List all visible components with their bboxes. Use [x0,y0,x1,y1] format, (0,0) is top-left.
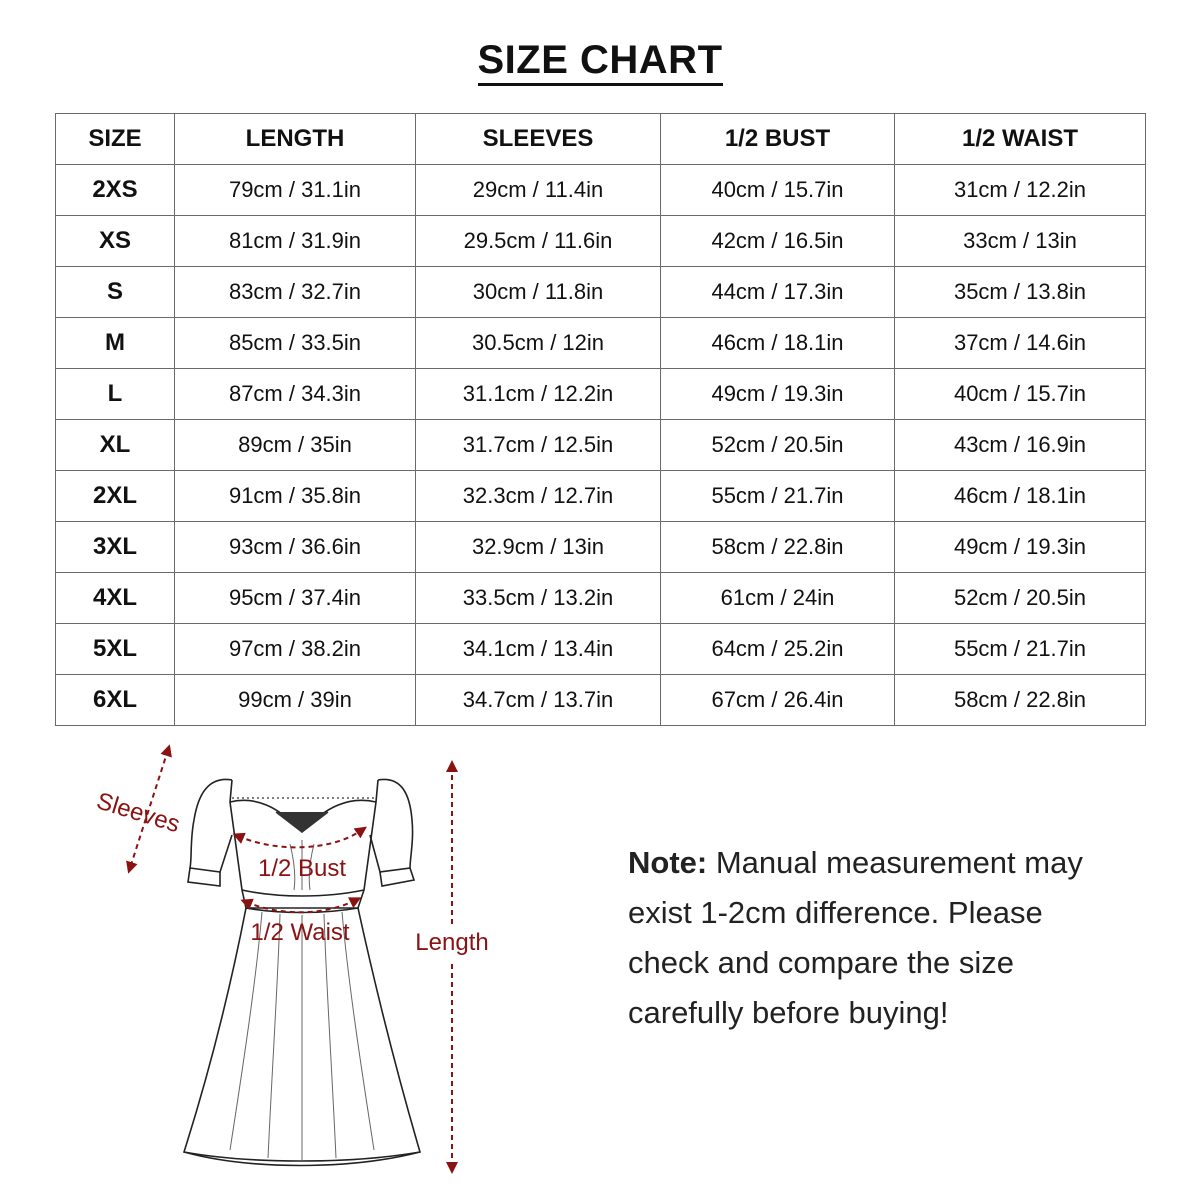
length-cell: 93cm / 36.6in [175,522,416,573]
waist-cell: 55cm / 21.7in [895,624,1146,675]
bust-cell: 52cm / 20.5in [661,420,895,471]
waist-cell: 35cm / 13.8in [895,267,1146,318]
bust-cell: 44cm / 17.3in [661,267,895,318]
header-bust: 1/2 BUST [661,114,895,165]
dress-outline-icon [80,740,520,1180]
bust-label: 1/2 Bust [257,855,347,882]
sleeves-cell: 31.1cm / 12.2in [416,369,661,420]
size-cell: 4XL [56,573,175,624]
waist-cell: 33cm / 13in [895,216,1146,267]
length-cell: 87cm / 34.3in [175,369,416,420]
table-row [56,573,1146,624]
header-length: LENGTH [175,114,416,165]
waist-cell: 40cm / 15.7in [895,369,1146,420]
bust-cell: 58cm / 22.8in [661,522,895,573]
sleeves-cell: 30.5cm / 12in [416,318,661,369]
size-cell: 2XS [56,165,175,216]
bust-cell: 55cm / 21.7in [661,471,895,522]
waist-label: 1/2 Waist [250,919,350,946]
waist-cell: 52cm / 20.5in [895,573,1146,624]
waist-cell: 46cm / 18.1in [895,471,1146,522]
table-row [56,420,1146,471]
table-row [56,369,1146,420]
length-cell: 85cm / 33.5in [175,318,416,369]
sleeves-cell: 31.7cm / 12.5in [416,420,661,471]
sleeves-cell: 29cm / 11.4in [416,165,661,216]
bust-cell: 46cm / 18.1in [661,318,895,369]
length-cell: 81cm / 31.9in [175,216,416,267]
note-line-1: Manual measurement may [715,845,1083,880]
note-block [628,838,1148,1038]
sleeves-cell: 30cm / 11.8in [416,267,661,318]
size-cell: XS [56,216,175,267]
waist-cell: 43cm / 16.9in [895,420,1146,471]
bodice-outline [230,780,378,908]
header-size: SIZE [56,114,175,165]
sleeves-cell: 34.1cm / 13.4in [416,624,661,675]
waist-cell: 31cm / 12.2in [895,165,1146,216]
table-row [56,267,1146,318]
bust-cell: 42cm / 16.5in [661,216,895,267]
table-row [56,216,1146,267]
bust-cell: 49cm / 19.3in [661,369,895,420]
bust-cell: 40cm / 15.7in [661,165,895,216]
size-cell: 6XL [56,675,175,726]
sleeves-label: Sleeves [93,787,183,839]
left-sleeve-outline [190,779,232,872]
waist-cell: 49cm / 19.3in [895,522,1146,573]
sleeves-cell: 33.5cm / 13.2in [416,573,661,624]
note-line-3: check and compare the size [628,945,1014,980]
sleeves-cell: 32.3cm / 12.7in [416,471,661,522]
note-line-4: carefully before buying! [628,995,949,1030]
waist-cell: 58cm / 22.8in [895,675,1146,726]
sleeves-cell: 32.9cm / 13in [416,522,661,573]
page-title-text: SIZE CHART [478,38,723,86]
size-table [55,113,1146,726]
bust-cell: 67cm / 26.4in [661,675,895,726]
size-cell: M [56,318,175,369]
sleeves-cell: 29.5cm / 11.6in [416,216,661,267]
size-cell: 3XL [56,522,175,573]
table-row [56,318,1146,369]
table-header-row [56,114,1146,165]
bust-cell: 61cm / 24in [661,573,895,624]
table-row [56,165,1146,216]
header-waist: 1/2 WAIST [895,114,1146,165]
length-cell: 91cm / 35.8in [175,471,416,522]
header-sleeves: SLEEVES [416,114,661,165]
table-row [56,675,1146,726]
size-cell: 2XL [56,471,175,522]
length-cell: 83cm / 32.7in [175,267,416,318]
table-row [56,471,1146,522]
length-cell: 99cm / 39in [175,675,416,726]
size-cell: 5XL [56,624,175,675]
bust-arrow [238,830,362,847]
size-cell: L [56,369,175,420]
size-cell: XL [56,420,175,471]
length-cell: 97cm / 38.2in [175,624,416,675]
waist-cell: 37cm / 14.6in [895,318,1146,369]
dress-diagram [80,740,520,1180]
note-line-2: exist 1-2cm difference. Please [628,895,1043,930]
table-row [56,522,1146,573]
bust-cell: 64cm / 25.2in [661,624,895,675]
sleeves-cell: 34.7cm / 13.7in [416,675,661,726]
length-label: Length [415,929,489,956]
length-cell: 89cm / 35in [175,420,416,471]
length-cell: 79cm / 31.1in [175,165,416,216]
size-cell: S [56,267,175,318]
page-title [0,38,1200,83]
note-label: Note: [628,845,708,880]
length-cell: 95cm / 37.4in [175,573,416,624]
table-row [56,624,1146,675]
